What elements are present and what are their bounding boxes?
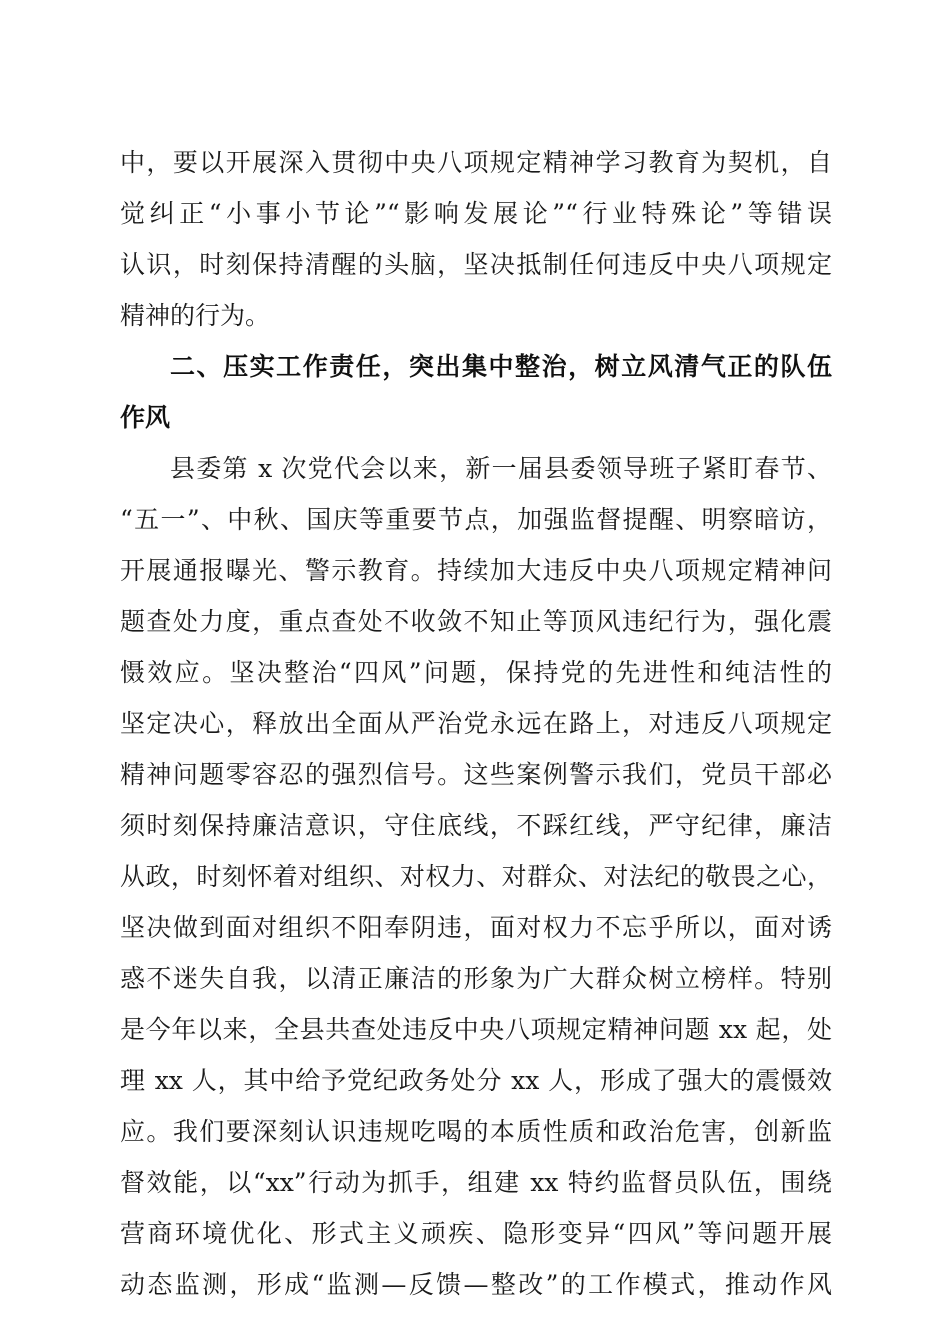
paragraph-line-13: 精神问题零容忍的强烈信号。这些案例警示我们，党员干部必 <box>120 760 832 789</box>
paragraph-line-1: 中，要以开展深入贯彻中央八项规定精神学习教育为契机，自 <box>120 148 832 177</box>
section-heading-continued: 作风 <box>120 403 171 432</box>
paragraph-line-18: 是今年以来，全县共查处违反中央八项规定精神问题 xx 起，处 <box>120 1015 832 1044</box>
paragraph-line-10: 题查处力度，重点查处不收敛不知止等顶风违纪行为，强化震 <box>120 607 832 636</box>
paragraph-line-4: 精神的行为。 <box>120 301 271 330</box>
paragraph-line-23: 动态监测，形成“监测—反馈—整改”的工作模式，推动作风 <box>120 1270 832 1299</box>
paragraph-line-12: 坚定决心，释放出全面从严治党永远在路上，对违反八项规定 <box>120 709 832 738</box>
paragraph-line-17: 惑不迷失自我，以清正廉洁的形象为广大群众树立榜样。特别 <box>120 964 832 993</box>
section-heading: 二、压实工作责任，突出集中整治，树立风清气正的队伍 <box>170 352 832 381</box>
paragraph-line-15: 从政，时刻怀着对组织、对权力、对群众、对法纪的敬畏之心， <box>120 862 832 891</box>
paragraph-line-8: “五一”、中秋、国庆等重要节点，加强监督提醒、明察暗访， <box>120 505 832 534</box>
paragraph-line-14: 须时刻保持廉洁意识，守住底线，不踩红线，严守纪律，廉洁 <box>120 811 832 840</box>
paragraph-line-22: 营商环境优化、形式主义顽疾、隐形变异“四风”等问题开展 <box>120 1219 832 1248</box>
paragraph-line-20: 应。我们要深刻认识违规吃喝的本质性质和政治危害，创新监 <box>120 1117 832 1146</box>
paragraph-line-19: 理 xx 人，其中给予党纪政务处分 xx 人，形成了强大的震慑效 <box>120 1066 832 1095</box>
paragraph-line-7: 县委第 x 次党代会以来，新一届县委领导班子紧盯春节、 <box>170 454 832 483</box>
paragraph-line-9: 开展通报曝光、警示教育。持续加大违反中央八项规定精神问 <box>120 556 832 585</box>
paragraph-line-3: 认识，时刻保持清醒的头脑，坚决抵制任何违反中央八项规定 <box>120 250 832 279</box>
paragraph-line-2: 觉纠正“小事小节论”“影响发展论”“行业特殊论”等错误 <box>120 199 832 228</box>
paragraph-line-16: 坚决做到面对组织不阳奉阴违，面对权力不忘乎所以，面对诱 <box>120 913 832 942</box>
paragraph-line-21: 督效能，以“xx”行动为抓手，组建 xx 特约监督员队伍，围绕 <box>120 1168 832 1197</box>
paragraph-line-11: 慑效应。坚决整治“四风”问题，保持党的先进性和纯洁性的 <box>120 658 832 687</box>
